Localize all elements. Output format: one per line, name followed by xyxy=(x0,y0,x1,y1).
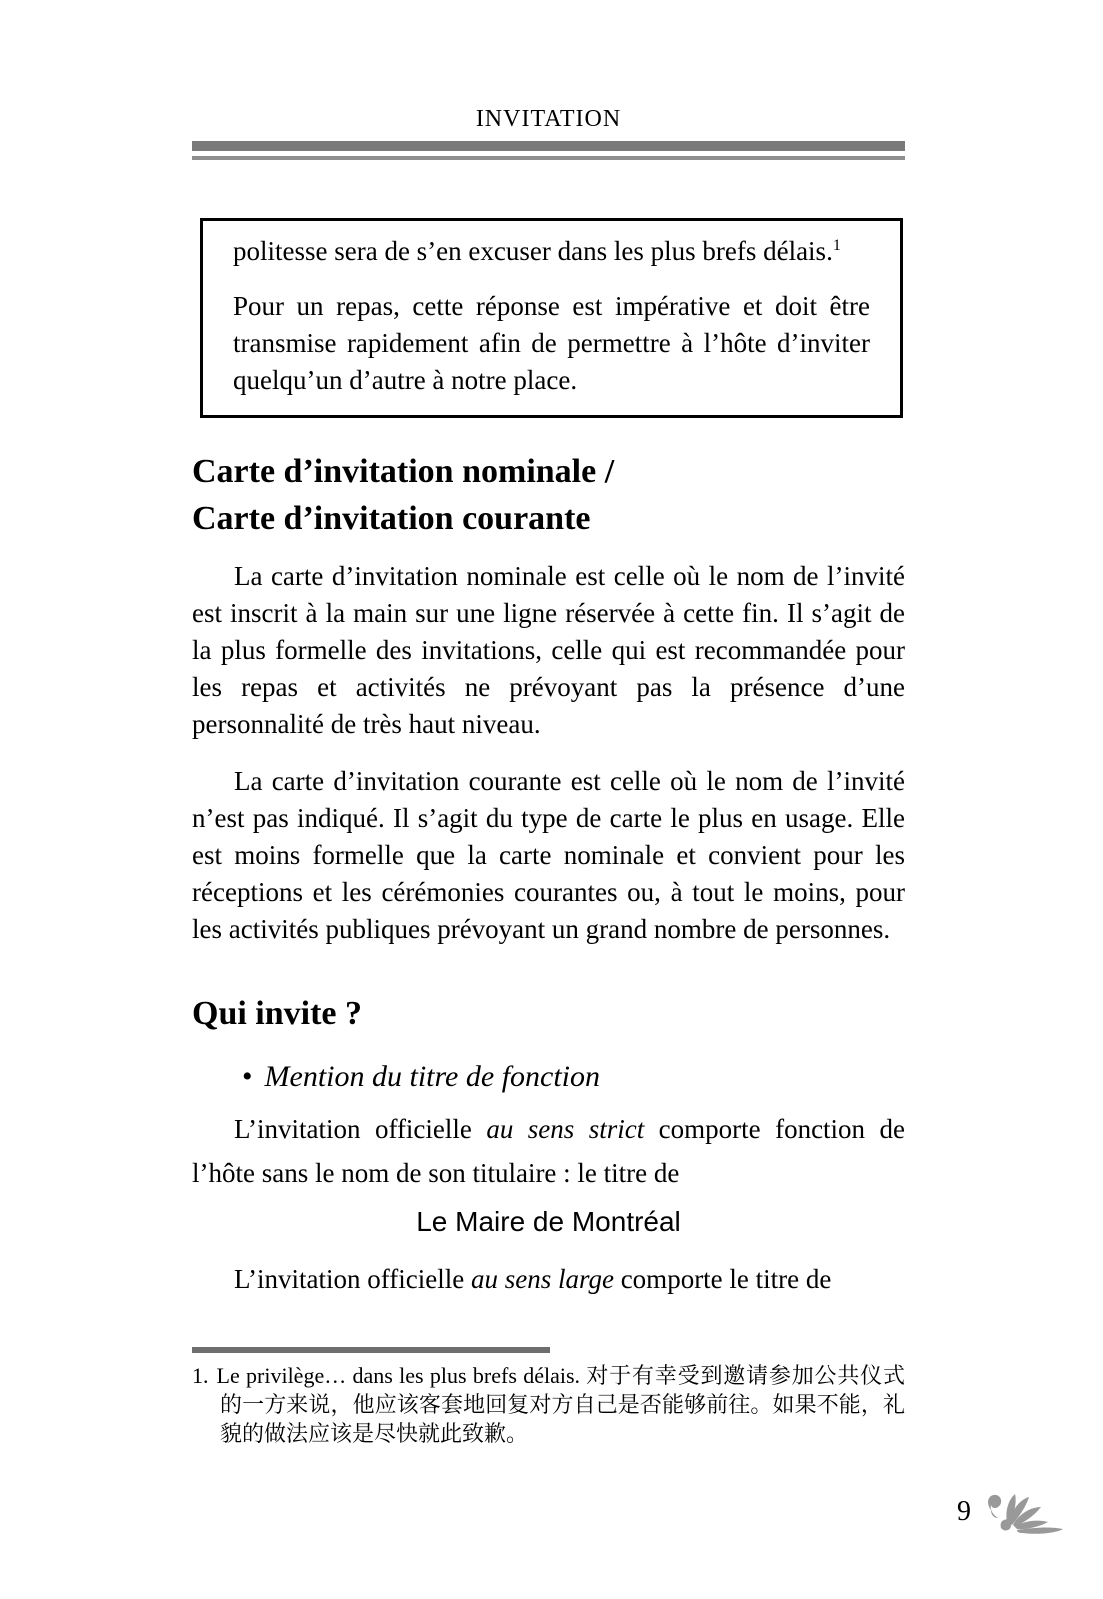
paragraph-courante: La carte d’invitation courante est celle où le nom de l’invité n’est pas indiqué. Il s’agit du type de carte le plus en usage. Elle est moins formelle que la carte nominale et convient pour les réceptions et les cérémonies courantes ou, à tout le moins, pour les activités publiques prévoyant un grand nombre de personnes. xyxy=(192,766,905,944)
paragraph-sens-strict-before: L’invitation officielle xyxy=(234,1114,487,1144)
content-column xyxy=(192,0,905,1448)
callout-paragraph: Pour un repas, cette réponse est impérative et doit être transmise rapidement afin de permettre à l’hôte d’inviter quelqu’un d’autre à notre place. xyxy=(233,291,870,395)
paragraph-sens-large-after: comporte le titre de xyxy=(613,1264,832,1294)
section-heading-cards-line1: Carte d’invitation nominale / xyxy=(192,453,615,490)
callout-box xyxy=(200,218,903,418)
header-rule-thick xyxy=(192,141,905,151)
footnote-reference: 1 xyxy=(832,237,841,254)
callout-carryover-line xyxy=(233,233,870,270)
paragraph-sens-large xyxy=(192,1257,905,1301)
callout-carryover-text: politesse sera de s’en excuser dans les plus brefs délais. xyxy=(233,236,833,266)
header-rule-thin xyxy=(192,156,905,160)
paragraph-sens-large-italic: au sens large xyxy=(470,1264,614,1294)
page-number: 9 xyxy=(957,1496,971,1527)
paragraph-nominale: La carte d’invitation nominale est celle où le nom de l’invité est inscrit à la main sur une ligne réservée à cette fin. Il s’agit de la plus formelle des invitations, celle qui est recommandée pour les repas et activités ne prévoyant pas la présence d’une personnalité de très haut niveau. xyxy=(192,561,905,739)
footnote-separator-rule xyxy=(192,1347,550,1353)
bullet-item-titre-de-fonction xyxy=(192,1057,905,1097)
example-title-line: Le Maire de Montréal xyxy=(416,1206,681,1237)
page-footer xyxy=(957,1488,1065,1536)
fleuron-ornament-icon xyxy=(977,1488,1065,1536)
paragraph-sens-strict-italic: au sens strict xyxy=(486,1114,645,1144)
paragraph-sens-strict-after: comporte fonction de l’hôte sans le nom de son titulaire : le titre de xyxy=(192,1114,905,1188)
section-heading-cards-line2: Carte d’invitation courante xyxy=(192,500,591,537)
paragraph-sens-large-before: L’invitation officielle xyxy=(234,1264,471,1294)
footnote-content: Le privilège… dans les plus brefs délais. 对于有幸受到邀请参加公共仪式的一方来说，他应该客套地回复对方自己是否能够前往。如果不能，礼貌的做法应该是尽快就此致歉。 xyxy=(216,1363,905,1446)
paragraph-sens-strict xyxy=(192,1107,905,1195)
footnote-text xyxy=(192,1361,905,1448)
bullet-icon: • xyxy=(242,1060,253,1093)
running-head: INVITATION xyxy=(475,106,622,132)
bullet-item-label: Mention du titre de fonction xyxy=(264,1060,601,1093)
section-heading-qui-invite: Qui invite ? xyxy=(192,995,363,1032)
section-heading-cards xyxy=(192,448,905,542)
footnote-marker: 1. xyxy=(192,1363,209,1388)
